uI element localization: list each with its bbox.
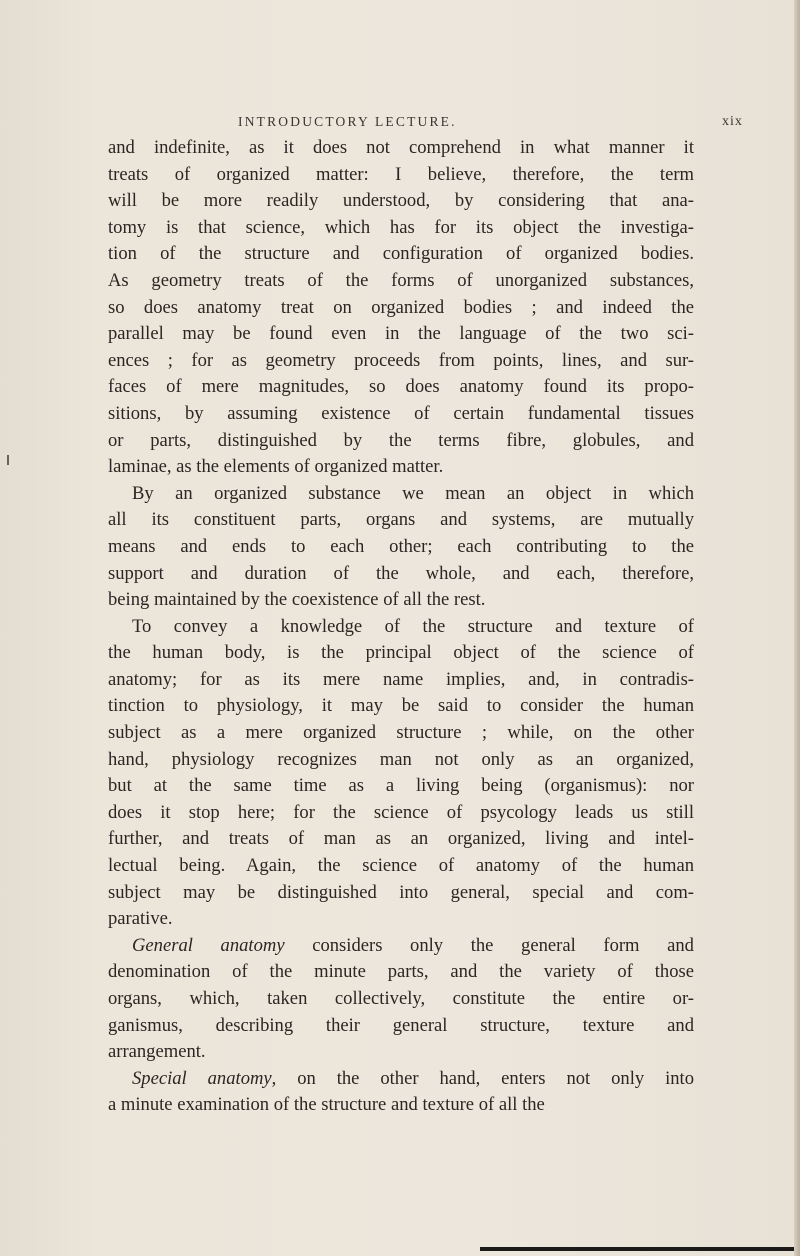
text-line: tinction to physiology, it may be said to consider the human bbox=[108, 695, 694, 717]
text-line: lectual being. Again, the science of anatomy of the human bbox=[108, 855, 694, 877]
text-line: support and duration of the whole, and each, therefore, bbox=[108, 562, 694, 584]
body-text bbox=[108, 135, 694, 1119]
running-title: INTRODUCTORY LECTURE. bbox=[238, 114, 457, 129]
text-line: will be more readily understood, by considering that ana- bbox=[108, 190, 694, 212]
text-line: hand, physiology recognizes man not only as an organized, bbox=[108, 748, 694, 770]
text-line: means and ends to each other; each contributing to the bbox=[108, 535, 694, 557]
text-line: parallel may be found even in the language of the two sci- bbox=[108, 323, 694, 345]
text-line: being maintained by the coexistence of all the rest. bbox=[108, 589, 486, 611]
text-line: but at the same time as a living being (organismus): nor bbox=[108, 775, 694, 797]
text-line: or parts, distinguished by the terms fibre, globules, and bbox=[108, 429, 694, 451]
text-line: treats of organized matter: I believe, therefore, the term bbox=[108, 163, 694, 185]
bottom-rule bbox=[480, 1247, 794, 1251]
text-line: arrangement. bbox=[108, 1041, 206, 1063]
text-line: tion of the structure and configuration of organized bodies. bbox=[108, 243, 694, 265]
text-line bbox=[108, 1066, 694, 1093]
text-line: the human body, is the principal object of the science of bbox=[108, 642, 694, 664]
text-line: sitions, by assuming existence of certain fundamental tissues bbox=[108, 402, 694, 424]
text-line: denomination of the minute parts, and the variety of those bbox=[108, 961, 694, 983]
text-line: As geometry treats of the forms of unorganized substances, bbox=[108, 269, 694, 291]
text-line: subject as a mere organized structure ; while, on the other bbox=[108, 722, 694, 744]
text-line: anatomy; for as its mere name implies, and, in contradis- bbox=[108, 668, 694, 690]
text-line: all its constituent parts, organs and systems, are mutually bbox=[108, 509, 694, 531]
text-line: does it stop here; for the science of psycology leads us still bbox=[108, 801, 694, 823]
text-line: further, and treats of man as an organized, living and intel- bbox=[108, 828, 694, 850]
text-line: laminae, as the elements of organized matter. bbox=[108, 456, 444, 478]
text-line: a minute examination of the structure and texture of all the bbox=[108, 1094, 545, 1116]
text-line: ences ; for as geometry proceeds from points, lines, and sur- bbox=[108, 349, 694, 371]
page-number: xix bbox=[722, 114, 743, 129]
text-line-rest: , on the other hand, enters not only into bbox=[271, 1067, 694, 1089]
text-line-rest: considers only the general form and bbox=[312, 934, 694, 956]
text-line: ganismus, describing their general structure, texture and bbox=[108, 1014, 694, 1036]
text-line: By an organized substance we mean an object in which bbox=[132, 482, 694, 504]
text-line: subject may be distinguished into general, special and com- bbox=[108, 881, 694, 903]
text-line: tomy is that science, which has for its object the investiga- bbox=[108, 216, 694, 238]
text-line: so does anatomy treat on organized bodies ; and indeed the bbox=[108, 296, 694, 318]
term-general-anatomy: General anatomy bbox=[132, 934, 285, 956]
term-special-anatomy: Special anatomy bbox=[132, 1067, 272, 1089]
text-line bbox=[108, 933, 694, 960]
text-line: faces of mere magnitudes, so does anatomy found its propo- bbox=[108, 376, 694, 398]
running-head bbox=[0, 114, 800, 134]
text-line: parative. bbox=[108, 908, 173, 930]
text-line: To convey a knowledge of the structure and texture of bbox=[132, 615, 694, 637]
page-edge-shadow bbox=[794, 0, 800, 1256]
text-line: organs, which, taken collectively, constitute the entire or- bbox=[108, 988, 694, 1009]
text-line: and indefinite, as it does not comprehend in what manner it bbox=[108, 137, 694, 158]
margin-mark bbox=[7, 455, 9, 465]
